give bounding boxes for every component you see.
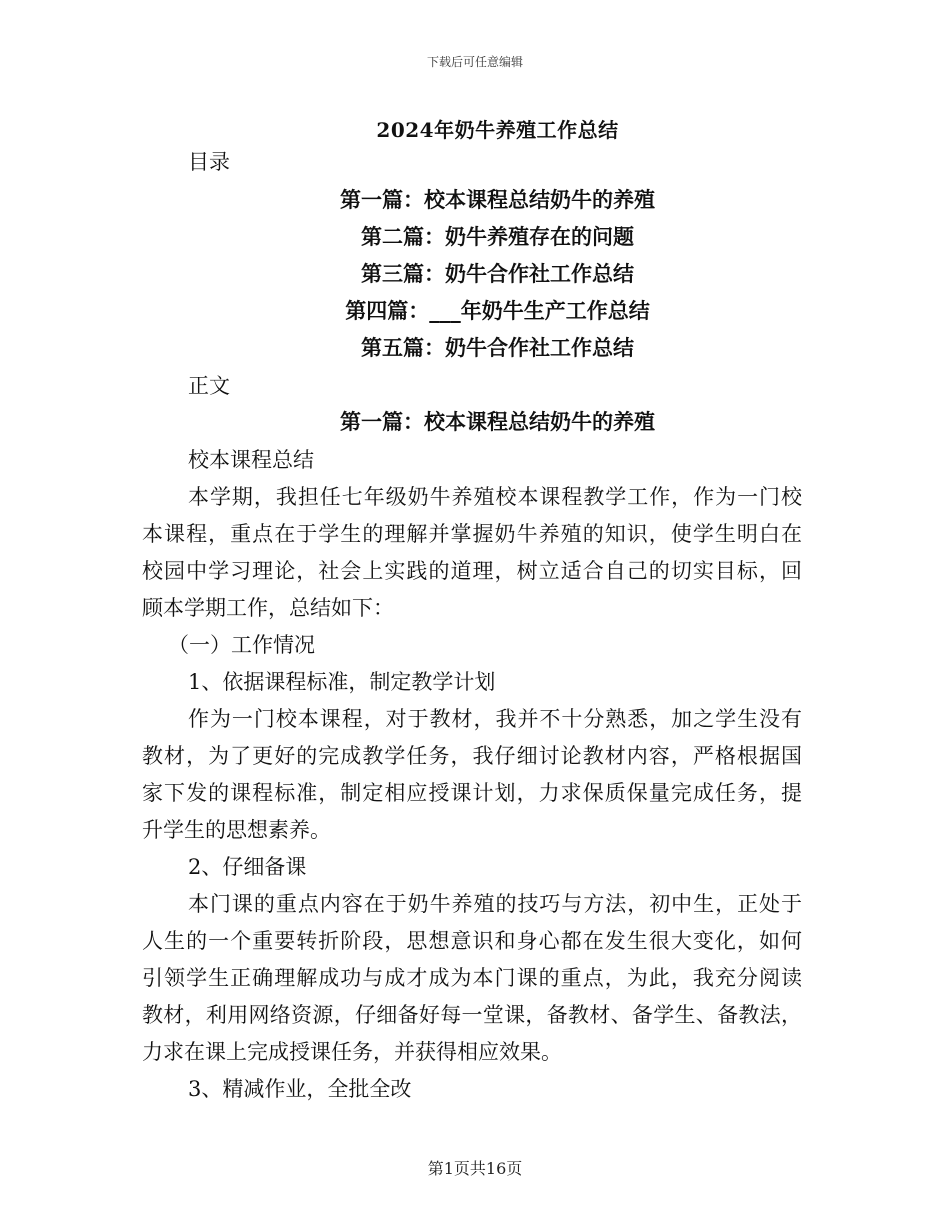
header-note: 下载后可任意编辑 [426, 55, 523, 69]
item1-line-4: 升学生的思想素养。 [142, 818, 331, 842]
intro-line-1: 本学期，我担任七年级奶牛养殖校本课程教学工作，作为一门校 [188, 485, 802, 509]
item3-title: 3、精减作业，全批全改 [188, 1077, 412, 1101]
item1-line-1: 作为一门校本课程，对于教材，我并不十分熟悉，加之学生没有 [188, 707, 802, 731]
section-title: 第一篇：校本课程总结奶牛的养殖 [340, 409, 655, 434]
toc-entry-4: 第四篇：___年奶牛生产工作总结 [345, 298, 650, 323]
item2-line-2: 人生的一个重要转折阶段，思想意识和身心都在发生很大变化，如何 [142, 929, 802, 953]
toc-entry-3: 第三篇：奶牛合作社工作总结 [361, 261, 634, 286]
item1-title: 1、依据课程标准，制定教学计划 [188, 670, 496, 694]
item2-title: 2、仔细备课 [188, 855, 307, 879]
intro-line-4: 顾本学期工作，总结如下： [142, 596, 394, 620]
subtitle: 校本课程总结 [188, 448, 314, 472]
item2-line-3: 引领学生正确理解成功与成才成为本门课的重点，为此，我充分阅读 [142, 966, 802, 990]
toc-entry-2: 第二篇：奶牛养殖存在的问题 [361, 224, 634, 249]
item2-line-4: 教材，利用网络资源，仔细备好每一堂课，备教材、备学生、备教法， [142, 1003, 802, 1027]
item2-line-1: 本门课的重点内容在于奶牛养殖的技巧与方法，初中生，正处于 [188, 892, 802, 916]
document-title: 2024年奶牛养殖工作总结 [376, 118, 619, 142]
page-footer: 第1页共16页 [427, 1159, 523, 1178]
toc-label: 目录 [188, 150, 230, 174]
item1-line-2: 教材，为了更好的完成教学任务，我仔细讨论教材内容，严格根据国 [142, 744, 802, 768]
toc-entry-1: 第一篇：校本课程总结奶牛的养殖 [340, 187, 655, 212]
item2-line-5: 力求在课上完成授课任务，并获得相应效果。 [142, 1040, 562, 1064]
intro-line-3: 校园中学习理论，社会上实践的道理，树立适合自己的切实目标，回 [142, 559, 802, 583]
item1-line-3: 家下发的课程标准，制定相应授课计划，力求保质保量完成任务，提 [142, 781, 802, 805]
body-label: 正文 [188, 374, 230, 398]
toc-entry-5: 第五篇：奶牛合作社工作总结 [361, 335, 634, 360]
intro-line-2: 本课程，重点在于学生的理解并掌握奶牛养殖的知识，使学生明白在 [142, 522, 802, 546]
heading-work: （一）工作情况 [168, 633, 315, 657]
